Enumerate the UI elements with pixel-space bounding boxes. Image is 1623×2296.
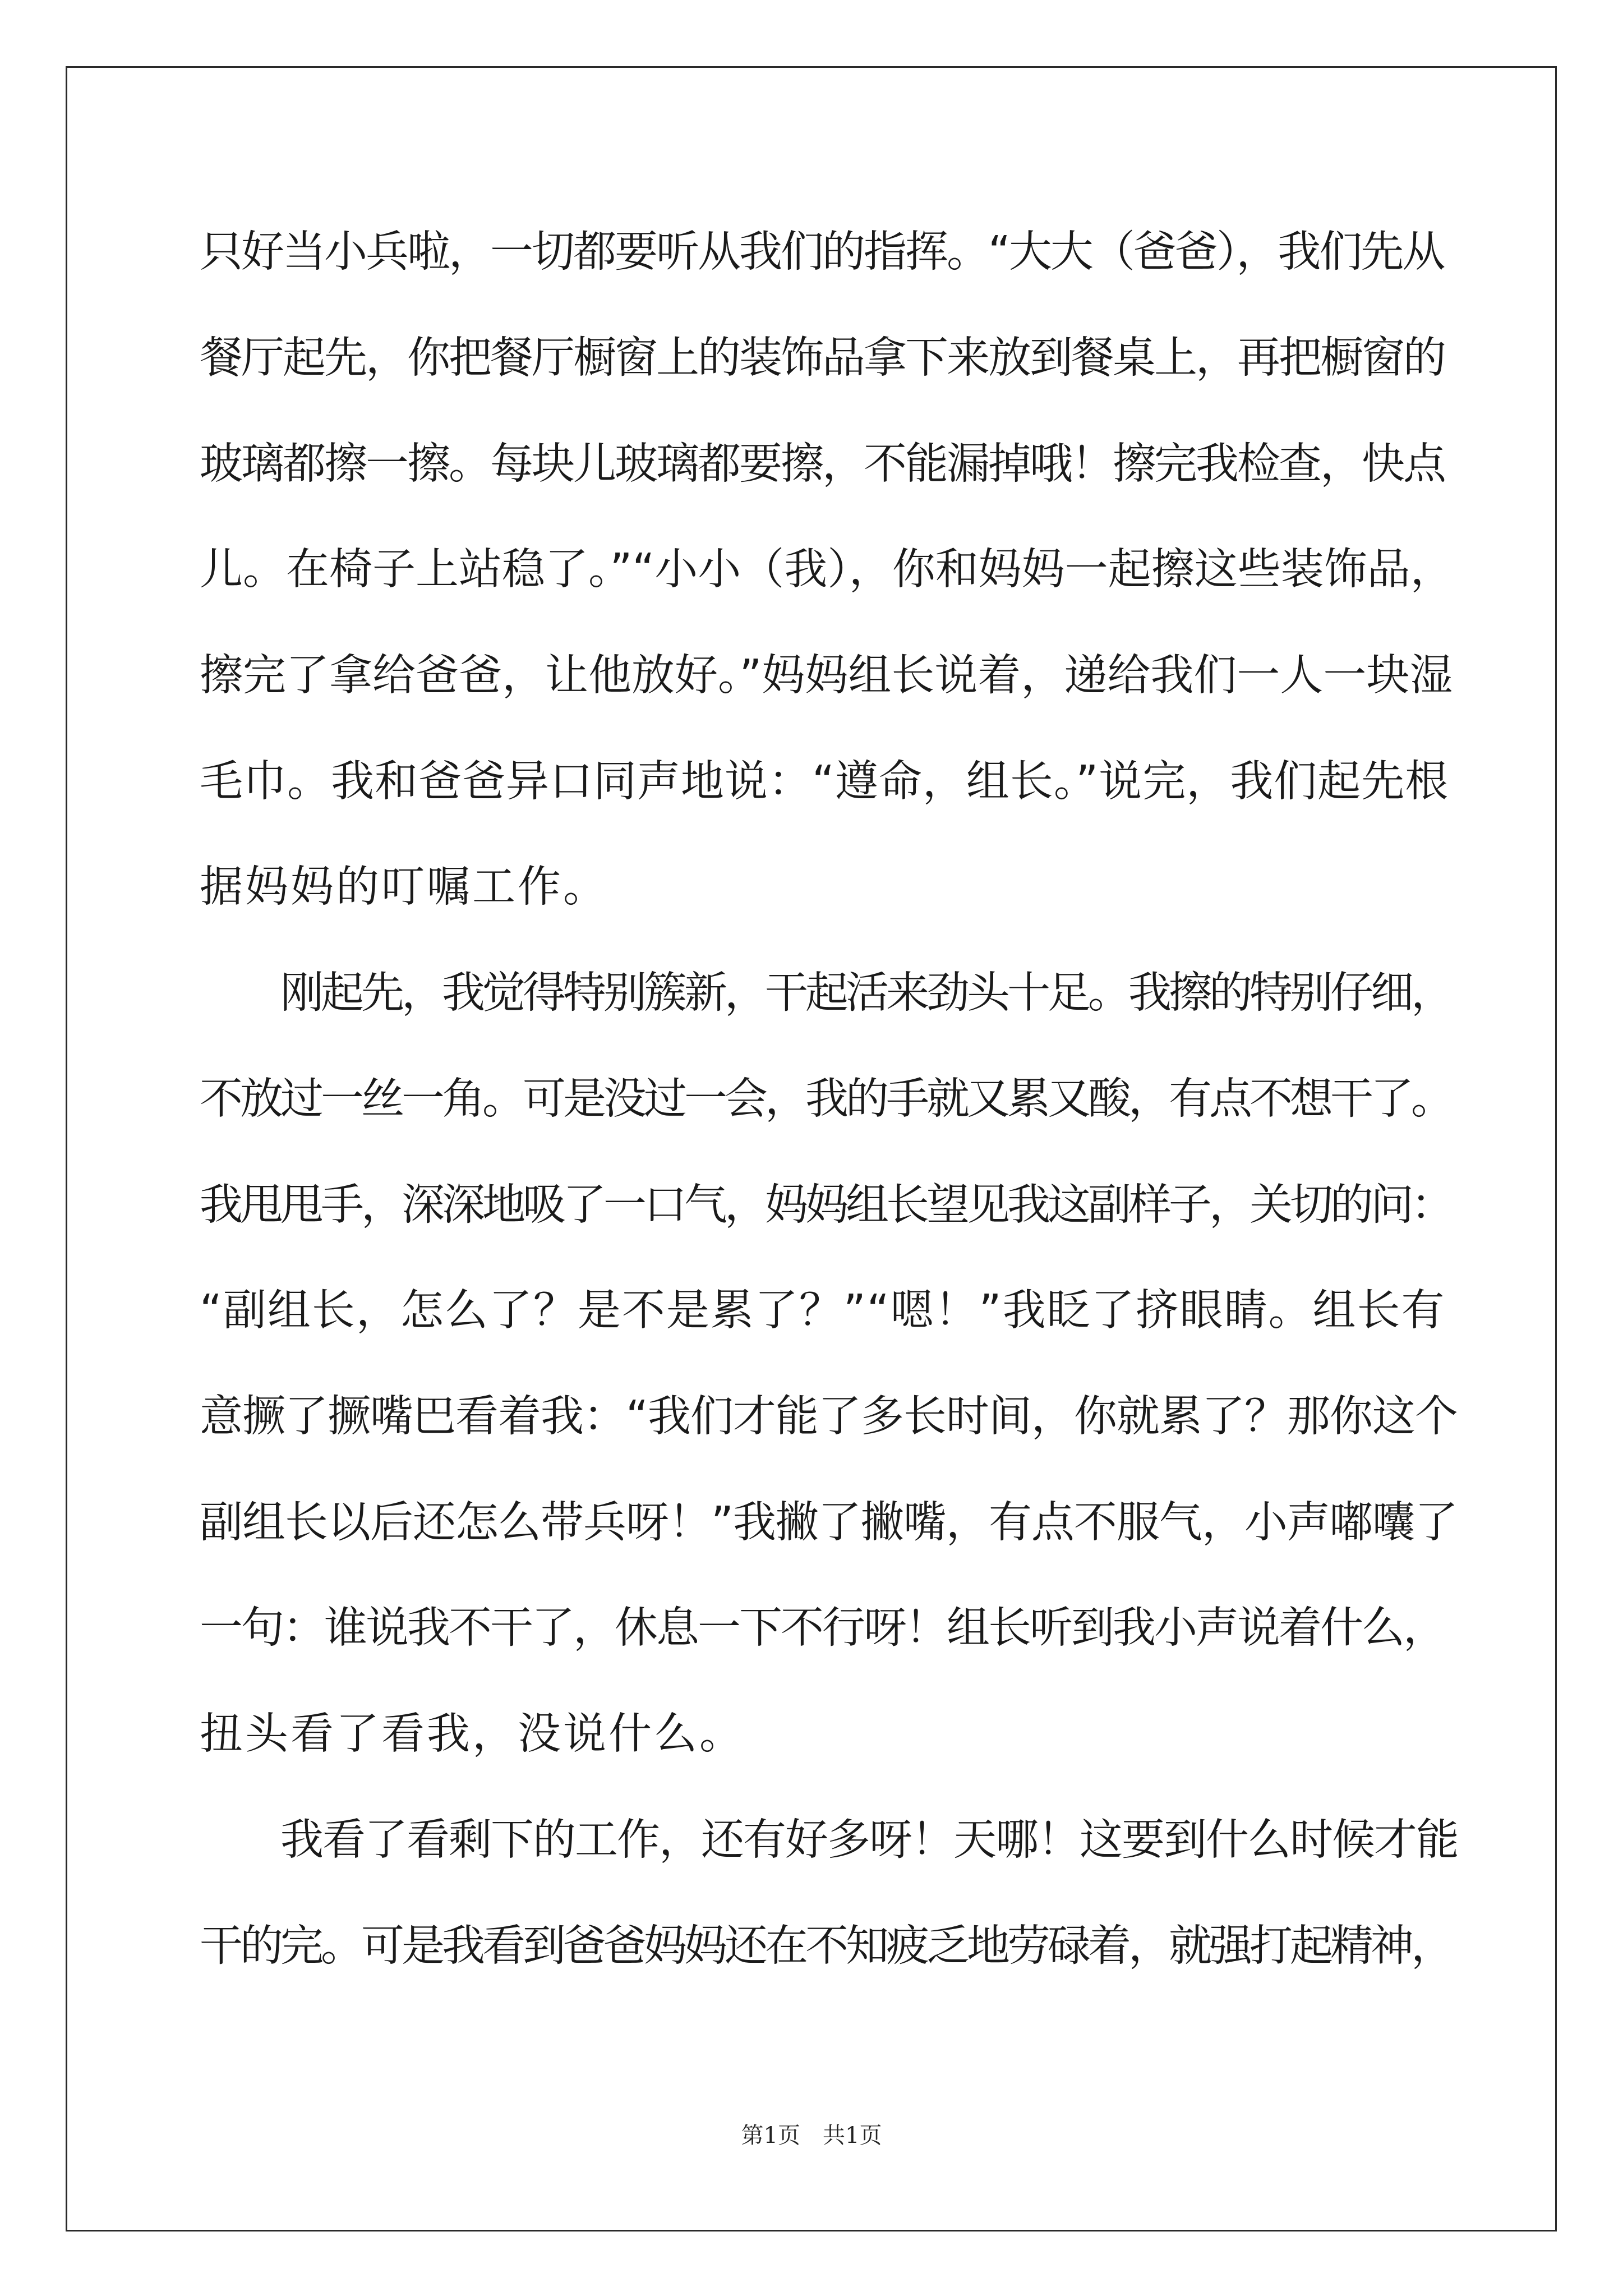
- text-line: 毛巾。我和爸爸异口同声地说：“遵命，组长。”说完，我们起先根: [200, 757, 1449, 807]
- text-line: 我看了看剩下的工作，还有好多呀！天哪！这要到什么时候才能: [280, 1815, 1458, 1865]
- text-line: 玻璃都擦一擦。每块儿玻璃都要擦，不能漏掉哦！擦完我检查，快点: [200, 439, 1445, 489]
- text-line: 扭头看了看我，没说什么。: [200, 1709, 745, 1759]
- text-line: 据妈妈的叮嘱工作。: [200, 862, 608, 912]
- text-line: 儿。在椅子上站稳了。”“小小（我），你和妈妈一起擦这些装饰品，: [200, 545, 1454, 595]
- text-line: 餐厅起先，你把餐厅橱窗上的装饰品拿下来放到餐桌上，再把橱窗的: [200, 333, 1445, 383]
- text-line: 一句：谁说我不干了，休息一下不行呀！组长听到我小声说着什么，: [200, 1603, 1445, 1653]
- text-line: 刚起先，我觉得特别簇新，干起活来劲头十足。我擦的特别仔细，: [280, 968, 1451, 1018]
- text-line: “副组长，怎么了？是不是累了？”“嗯！”我眨了挤眼睛。组长有: [200, 1286, 1446, 1336]
- text-line: 意撅了撅嘴巴看着我：“我们才能了多长时间，你就累了？那你这个: [200, 1392, 1458, 1442]
- page-border: [66, 66, 1557, 2231]
- text-line: 只好当小兵啦，一切都要听从我们的指挥。“大大（爸爸），我们先从: [200, 227, 1444, 277]
- text-line: 擦完了拿给爸爸，让他放好。”妈妈组长说着，递给我们一人一块湿: [200, 651, 1453, 701]
- text-line: 干的完。可是我看到爸爸妈妈还在不知疲乏地劳碌着，就强打起精神，: [200, 1921, 1451, 1971]
- text-line: 不放过一丝一角。可是没过一会，我的手就又累又酸，有点不想干了。: [200, 1074, 1451, 1124]
- text-line: 我甩甩手，深深地吸了一口气，妈妈组长望见我这副样子，关切的问：: [200, 1180, 1451, 1230]
- page-footer: 第1页 共1页: [741, 2123, 882, 2148]
- text-line: 副组长以后还怎么带兵呀！”我撇了撇嘴，有点不服气，小声嘟囔了: [200, 1498, 1458, 1548]
